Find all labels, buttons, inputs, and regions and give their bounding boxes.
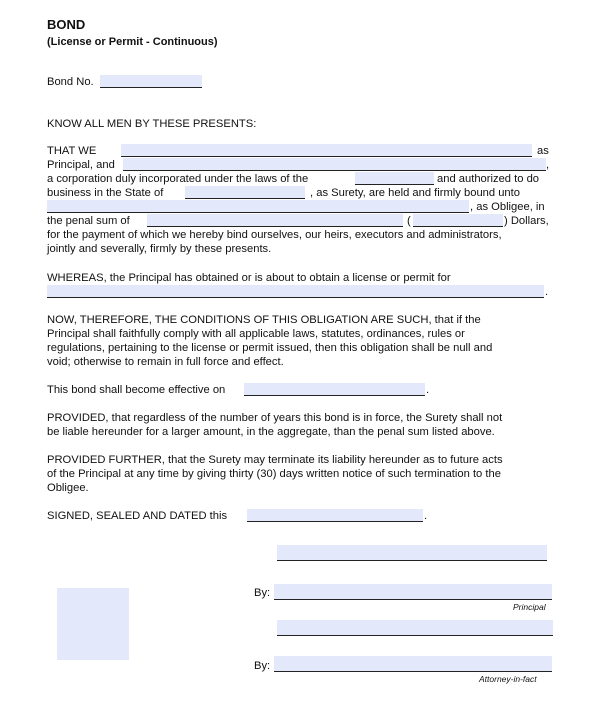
conditions-line-4: void; otherwise to remain in full force and effect. [47,356,284,368]
penal-sum-label: the penal sum of [47,215,130,227]
paren-open: ( [407,215,411,227]
effective-date-field[interactable] [244,383,425,396]
payment-text: for the payment of which we hereby bind ourselves, our heirs, executors and administrators, [47,229,502,241]
authorized-label: and authorized to do [437,173,540,185]
seal-box[interactable] [57,588,129,660]
attorney-caption: Attorney-in-fact [479,674,537,684]
bond-no-field[interactable] [100,75,202,88]
provided-line-1: PROVIDED, that regardless of the number of years this bond is in force, the Surety shall not [47,412,503,424]
principal-name-signature-field[interactable] [277,545,547,561]
obligee-field[interactable] [47,200,469,213]
principal-name-field[interactable] [121,144,532,157]
effective-label: This bond shall become effective on [47,384,226,396]
business-state-field[interactable] [185,186,305,199]
conditions-line-3: regulations, pertaining to the license or permit issued, then this obligation shall be null and [47,342,493,354]
corp-state-field[interactable] [355,172,434,185]
attorney-signature-field[interactable] [274,656,552,672]
conditions-line-1: NOW, THEREFORE, THE CONDITIONS OF THIS OBLIGATION ARE SUCH, that if the [47,314,481,326]
license-purpose-field[interactable] [47,285,544,298]
as-surety-label: , as Surety, are held and firmly bound unto [310,187,520,199]
signed-date-field[interactable] [247,509,423,522]
signed-label: SIGNED, SEALED AND DATED this [47,510,228,522]
surety-name-field[interactable] [123,158,546,171]
as-obligee-label: , as Obligee, in [470,201,545,213]
know-all-heading: KNOW ALL MEN BY THESE PRESENTS: [47,118,257,130]
corporation-label: a corporation duly incorporated under the laws of the [47,173,309,185]
business-state-label: business in the State of [47,187,164,199]
that-we-label: THAT WE [47,145,97,157]
period-2: . [426,384,430,396]
principal-caption: Principal [513,602,546,612]
conditions-line-2: Principal shall faithfully comply with all applicable laws, statutes, ordinances, rules or [47,328,465,340]
as-label-1: as [537,145,549,157]
further-line-1: PROVIDED FURTHER, that the Surety may terminate its liability hereunder as to future acts [47,454,503,466]
penal-sum-amount-field[interactable] [413,214,503,227]
comma-1: , [546,159,550,171]
by-label-2: By: [254,660,271,672]
principal-signature-field[interactable] [274,584,552,600]
form-subtitle: (License or Permit - Continuous) [47,36,218,48]
jointly-text: jointly and severally, firmly by these presents. [47,243,272,255]
bond-no-label: Bond No. [47,76,94,88]
period-1: . [545,286,549,298]
provided-line-2: be liable hereunder for a larger amount, in the aggregate, than the penal sum listed above. [47,426,495,438]
penal-sum-words-field[interactable] [147,214,403,227]
form-title: BOND [47,17,86,32]
surety-name-signature-field[interactable] [277,620,553,636]
further-line-2: of the Principal at any time by giving thirty (30) days written notice of such termination to the [47,468,501,480]
by-label-1: By: [254,587,271,599]
dollars-label: ) Dollars, [504,215,549,227]
whereas-text: WHEREAS, the Principal has obtained or is about to obtain a license or permit for [47,272,451,284]
further-line-3: Obligee. [47,482,89,494]
period-3: . [424,510,428,522]
principal-and-label: Principal, and [47,159,115,171]
